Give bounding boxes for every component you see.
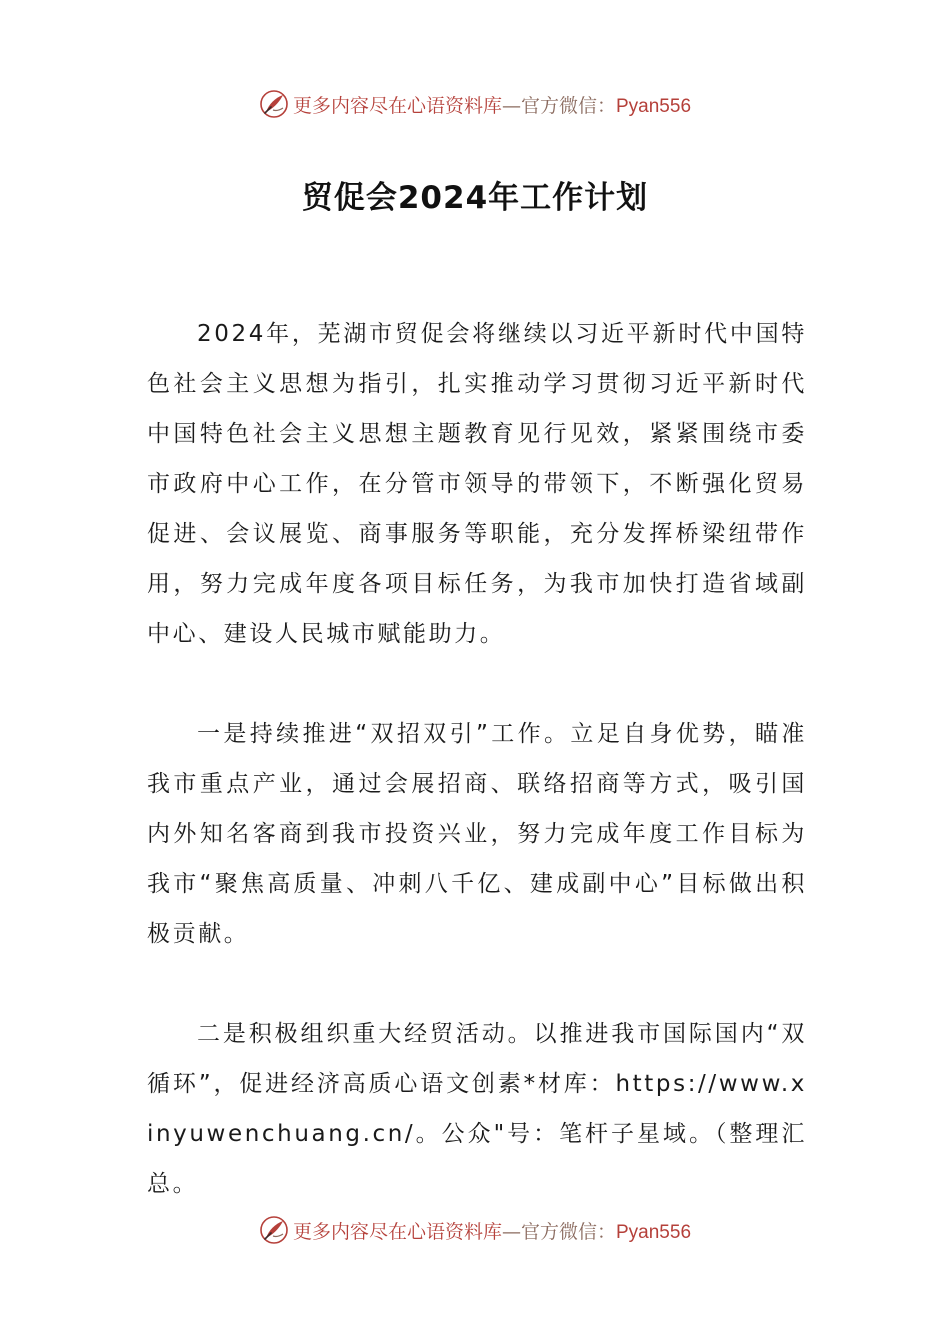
- watermark-brand: 更多内容尽在心语资料库: [292, 94, 502, 117]
- quill-pen-logo-icon: [259, 89, 289, 119]
- quill-pen-logo-icon: [259, 1215, 289, 1245]
- body-paragraph-1: 2024年，芜湖市贸促会将继续以习近平新时代中国特色社会主义思想为指引，扎实推动学习贯彻习近平新时代中国特色社会主义思想主题教育见行见效，紧紧围绕市委市政府中心工作，在分管市领导的带领下，不断强化贸易促进、会议展览、商事服务等职能，充分发挥桥梁纽带作用，努力完成年度各项目标任务，为我市加快打造省域副中心、建设人民城市赋能助力。: [147, 321, 807, 647]
- document-body: [147, 309, 807, 1259]
- watermark-text: [293, 1217, 691, 1244]
- watermark-official-label: —官方微信：: [501, 94, 616, 117]
- watermark-text: [293, 91, 691, 118]
- body-paragraph-3: 二是积极组织重大经贸活动。以推进我市国际国内“双循环”，促进经济高质心语文创素*材库：https://www.xinyuwenchuang.cn/。公众"号：笔杆子星域。（整理汇总。: [147, 1021, 807, 1197]
- watermark-official-label: —官方微信：: [501, 1220, 616, 1243]
- watermark-brand: 更多内容尽在心语资料库: [292, 1220, 502, 1243]
- watermark-wechat-id: Pyan556: [616, 1221, 692, 1243]
- body-paragraph-2: 一是持续推进“双招双引”工作。立足自身优势，瞄准我市重点产业，通过会展招商、联络招商等方式，吸引国内外知名客商到我市投资兴业，努力完成年度工作目标为我市“聚焦高质量、冲刺八千亿、建成副中心”目标做出积极贡献。: [147, 721, 807, 947]
- document-title: 贸促会2024年工作计划: [301, 180, 649, 216]
- watermark-wechat-id: Pyan556: [616, 95, 692, 117]
- header-watermark-banner: [0, 84, 950, 124]
- footer-watermark-banner: [0, 1210, 950, 1250]
